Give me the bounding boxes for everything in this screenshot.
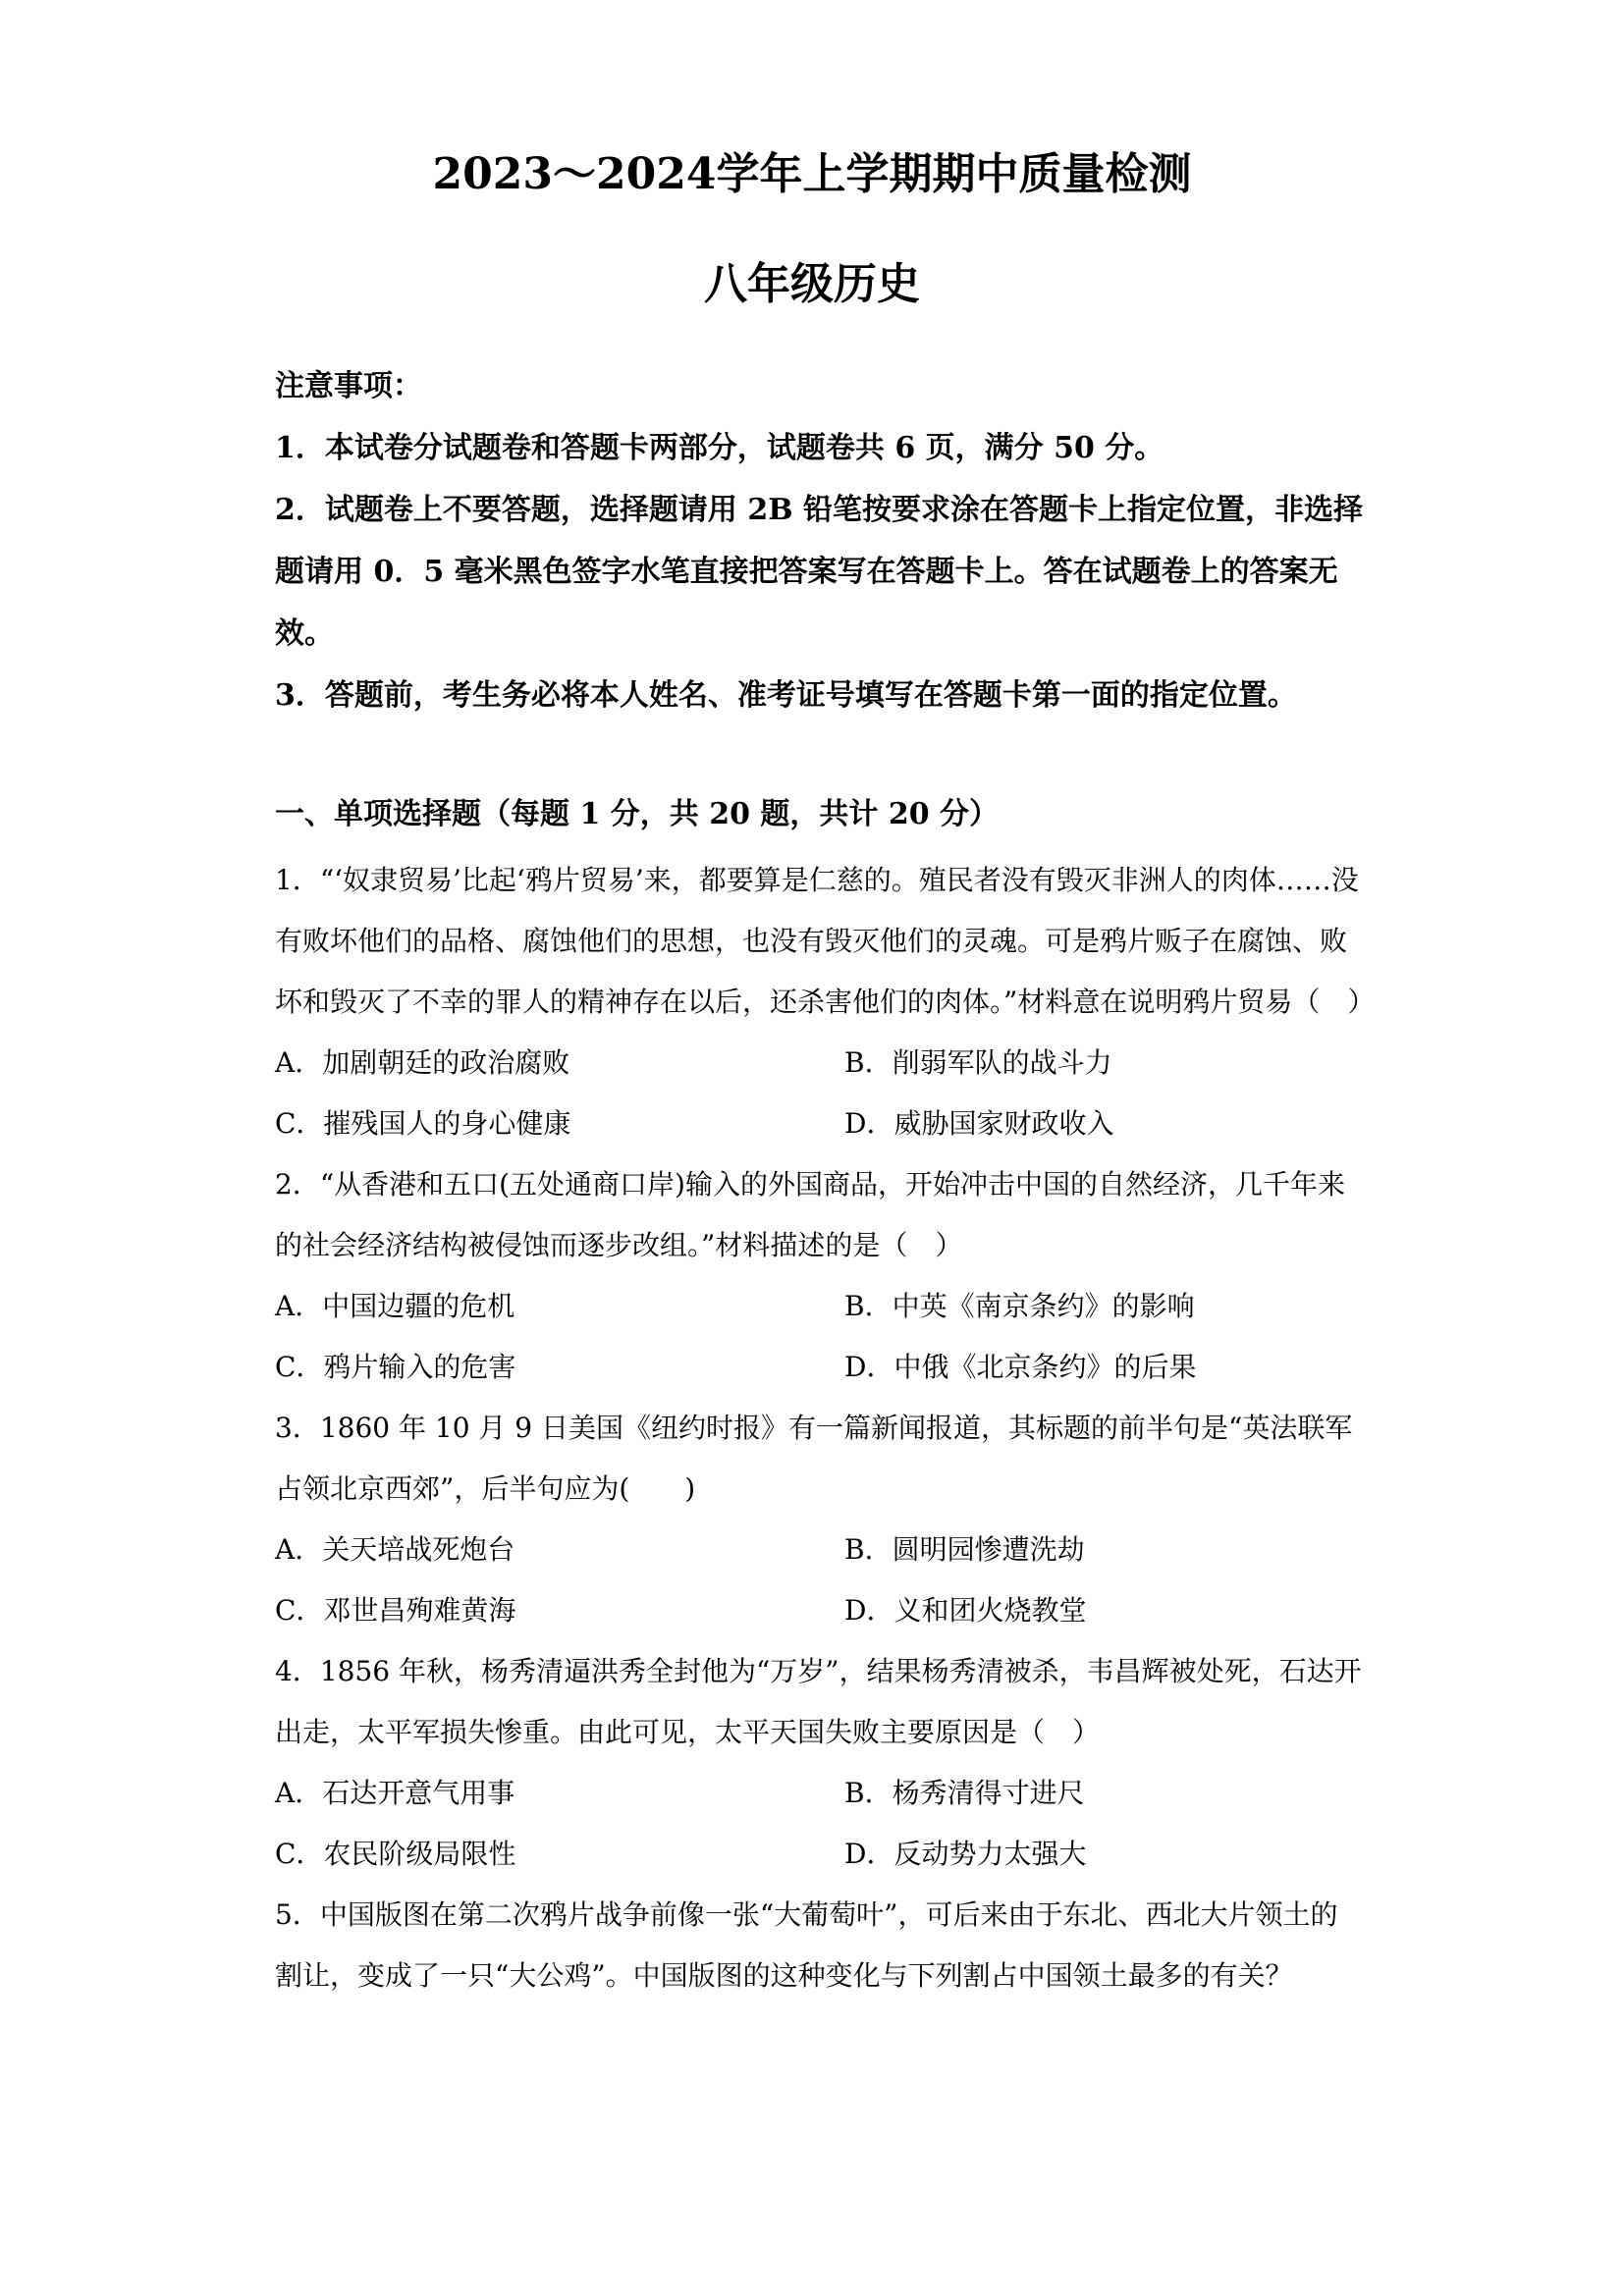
option-d: D．义和团火烧教堂	[844, 1594, 1087, 1627]
option-b: B．杨秀清得寸进尺	[844, 1777, 1085, 1809]
option-row	[275, 1520, 1365, 1580]
option-row	[275, 1580, 1365, 1641]
question-stem: 5．中国版图在第二次鸦片战争前像一张“大葡萄叶”，可后来由于东北、西北大片领土的割让，变成了一只“大公鸡”。中国版图的这种变化与下列割占中国领土最多的有关？	[275, 1898, 1338, 1992]
option-a: A．中国边疆的危机	[275, 1290, 515, 1322]
option-a: A．石达开意气用事	[275, 1777, 515, 1809]
exam-subtitle: 八年级历史	[704, 259, 920, 309]
question-list	[275, 850, 1376, 2006]
option-c: C．农民阶级局限性	[275, 1838, 516, 1870]
option-b: B．中英《南京条约》的影响	[844, 1290, 1195, 1322]
note-item: 3．答题前，考生务必将本人姓名、准考证号填写在答题卡第一面的指定位置。	[275, 678, 1297, 713]
note-item: 1．本试卷分试题卷和答题卡两部分，试题卷共 6 页，满分 50 分。	[275, 431, 1164, 465]
option-b: B．削弱军队的战斗力	[844, 1046, 1112, 1079]
option-row	[275, 1276, 1365, 1337]
question-item	[275, 1398, 1365, 1641]
question-item	[275, 850, 1376, 1154]
question-stem: 3．1860 年 10 月 9 日美国《纽约时报》有一篇新闻报道，其标题的前半句是“英法联军占领北京西郊”，后半句应为( )	[275, 1412, 1353, 1505]
question-item	[275, 1885, 1365, 2006]
option-d: D．反动势力太强大	[844, 1838, 1087, 1870]
option-c: C．摧残国人的身心健康	[275, 1107, 571, 1140]
question-stem: 4．1856 年秋，杨秀清逼洪秀全封他为“万岁”，结果杨秀清被杀，韦昌辉被处死，石达开出走，太平军损失惨重。由此可见，太平天国失败主要原因是（ ）	[275, 1655, 1362, 1748]
question-item	[275, 1641, 1365, 1885]
exam-title: 2023～2024学年上学期期中质量检测	[432, 149, 1192, 199]
question-item	[275, 1154, 1365, 1398]
option-a: A．加剧朝廷的政治腐败	[275, 1046, 570, 1079]
option-row	[275, 1763, 1365, 1824]
option-row	[275, 1094, 1365, 1154]
notes-heading: 注意事项：	[275, 369, 422, 403]
option-a: A．关天培战死炮台	[275, 1533, 515, 1566]
notes-section	[275, 355, 1365, 726]
option-row	[275, 1824, 1365, 1885]
option-c: C．邓世昌殉难黄海	[275, 1594, 516, 1627]
note-item: 2．试题卷上不要答题，选择题请用 2B 铅笔按要求涂在答题卡上指定位置，非选择题请用 0．5 毫米黑色签字水笔直接把答案写在答题卡上。答在试题卷上的答案无效。	[275, 493, 1363, 651]
option-d: D．威胁国家财政收入	[844, 1107, 1114, 1140]
option-d: D．中俄《北京条约》的后果	[844, 1351, 1197, 1383]
option-row	[275, 1337, 1365, 1398]
option-b: B．圆明园惨遭洗劫	[844, 1533, 1085, 1566]
question-stem: 2．“从香港和五口(五处通商口岸)输入的外国商品，开始冲击中国的自然经济，几千年来的社会经济结构被侵蚀而逐步改组。”材料描述的是（ ）	[275, 1168, 1345, 1261]
option-c: C．鸦片输入的危害	[275, 1351, 516, 1383]
section-title: 一、单项选择题（每题 1 分，共 20 题，共计 20 分）	[275, 797, 1000, 831]
question-stem: 1．“‘奴隶贸易’比起‘鸦片贸易’来，都要算是仁慈的。殖民者没有毁灭非洲人的肉体……没有败坏他们的品格、腐蚀他们的思想，也没有毁灭他们的灵魂。可是鸦片贩子在腐蚀、败坏和毁灭了不幸的罪人的精神存在以后，还杀害他们的肉体。”材料意在说明鸦片贸易（ ）	[275, 864, 1376, 1018]
option-row	[275, 1033, 1365, 1094]
